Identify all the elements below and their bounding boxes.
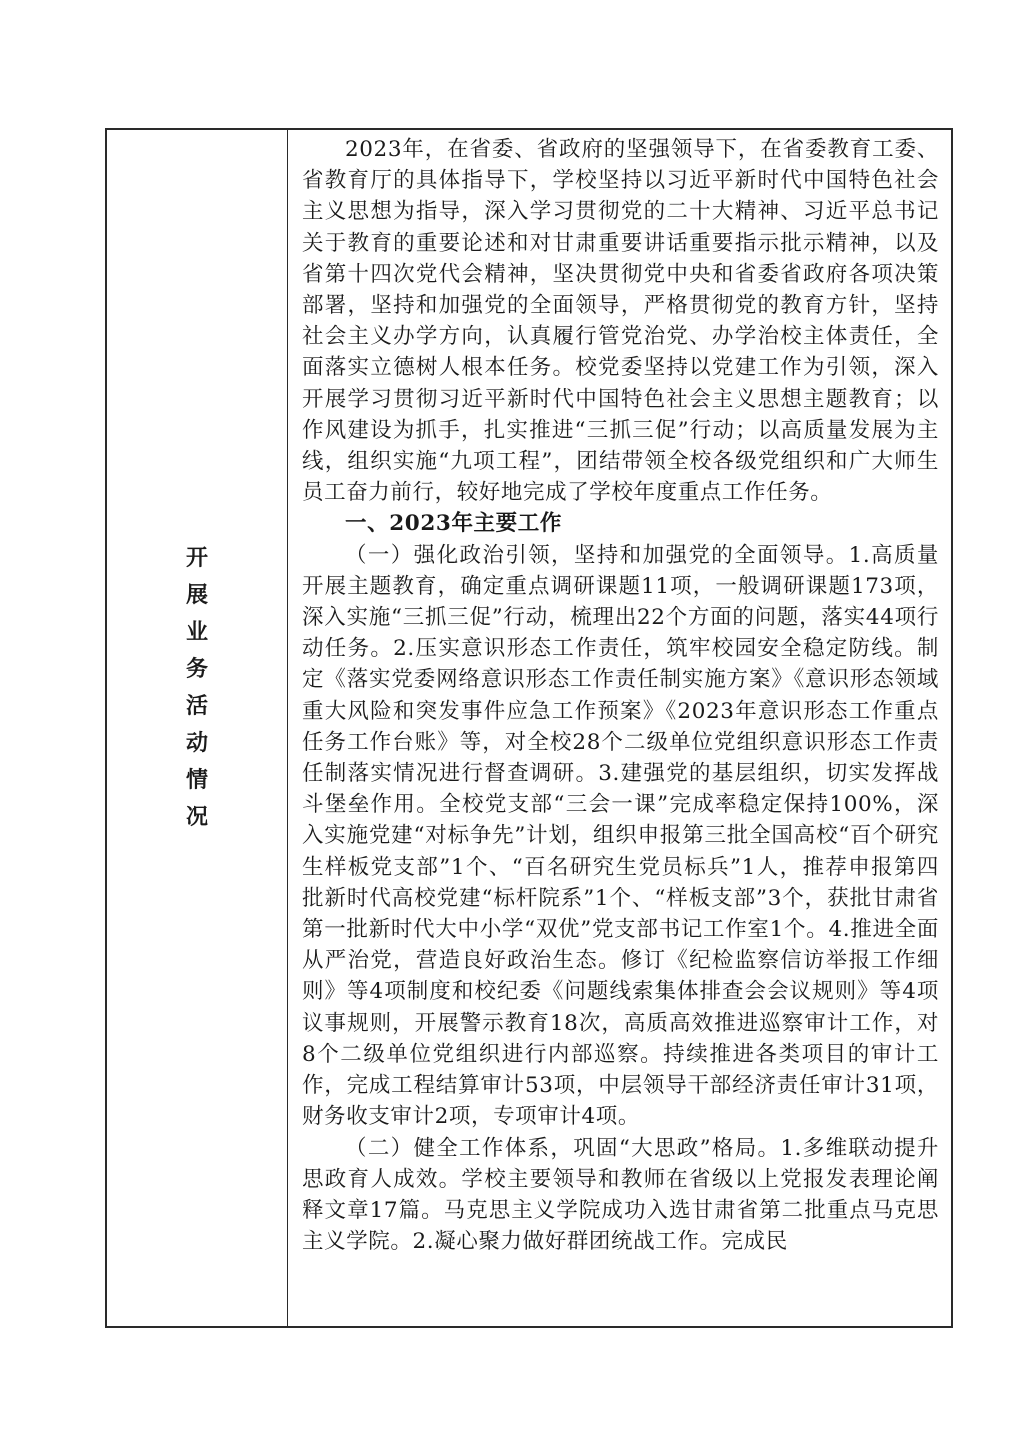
section-heading: 一、2023年主要工作 bbox=[345, 511, 562, 537]
row-label-char: 业 bbox=[185, 619, 208, 645]
row-label-cell bbox=[107, 130, 288, 1326]
row-label-char: 活 bbox=[185, 693, 208, 719]
row-label-char: 情 bbox=[185, 767, 208, 793]
activity-form-table bbox=[105, 128, 953, 1328]
row-label bbox=[107, 540, 287, 836]
row-label-char: 开 bbox=[185, 545, 208, 571]
section-paragraph-1: （一）强化政治引领，坚持和加强党的全面领导。1.高质量开展主题教育，确定重点调研课题11项，一般调研课题173项，深入实施“三抓三促”行动，梳理出22个方面的问题，落实44项行动任务。2.压实意识形态工作责任，筑牢校园安全稳定防线。制定《落实党委网络意识形态工作责任制实施方案》《意识形态领域重大风险和突发事件应急工作预案》《2023年意识形态工作重点任务工作台账》等，对全校28个二级单位党组织意识形态工作责任制落实情况进行督查调研。3.建强党的基层组织，切实发挥战斗堡垒作用。全校党支部“三会一课”完成率稳定保持100%，深入实施党建“对标争先”计划，组织申报第三批全国高校“百个研究生样板党支部”1个、“百名研究生党员标兵”1人，推荐申报第四批新时代高校党建“标杆院系”1个、“样板支部”3个，获批甘肃省第一批新时代大中小学“双优”党支部书记工作室1个。4.推进全面从严治党，营造良好政治生态。修订《纪检监察信访举报工作细则》等4项制度和校纪委《问题线索集体排查会会议规则》等4项议事规则，开展警示教育18次，高质高效推进巡察审计工作，对8个二级单位党组织进行内部巡察。持续推进各类项目的审计工作，完成工程结算审计53项，中层领导干部经济责任审计31项，财务收支审计2项，专项审计4项。 bbox=[302, 542, 939, 1130]
row-label-char: 况 bbox=[185, 804, 208, 830]
row-label-char: 务 bbox=[185, 656, 208, 682]
row-label-char: 展 bbox=[185, 582, 208, 608]
intro-paragraph: 2023年，在省委、省政府的坚强领导下，在省委教育工委、省教育厅的具体指导下，学校坚持以习近平新时代中国特色社会主义思想为指导，深入学习贯彻党的二十大精神、习近平总书记关于教育的重要论述和对甘肃重要讲话重要指示批示精神，以及省第十四次党代会精神，坚决贯彻党中央和省委省政府各项决策部署，坚持和加强党的全面领导，严格贯彻党的教育方针，坚持社会主义办学方向，认真履行管党治党、办学治校主体责任，全面落实立德树人根本任务。校党委坚持以党建工作为引领，深入开展学习贯彻习近平新时代中国特色社会主义思想主题教育；以作风建设为抓手，扎实推进“三抓三促”行动；以高质量发展为主线，组织实施“九项工程”，团结带领全校各级党组织和广大师生员工奋力前行，较好地完成了学校年度重点工作任务。 bbox=[302, 137, 939, 506]
content-cell bbox=[288, 130, 951, 1326]
section-paragraph-2: （二）健全工作体系，巩固“大思政”格局。1.多维联动提升思政育人成效。学校主要领导和教师在省级以上党报发表理论阐释文章17篇。马克思主义学院成功入选甘肃省第二批重点马克思主义学院。2.凝心聚力做好群团统战工作。完成民 bbox=[302, 1135, 939, 1255]
row-label-char: 动 bbox=[185, 730, 208, 756]
